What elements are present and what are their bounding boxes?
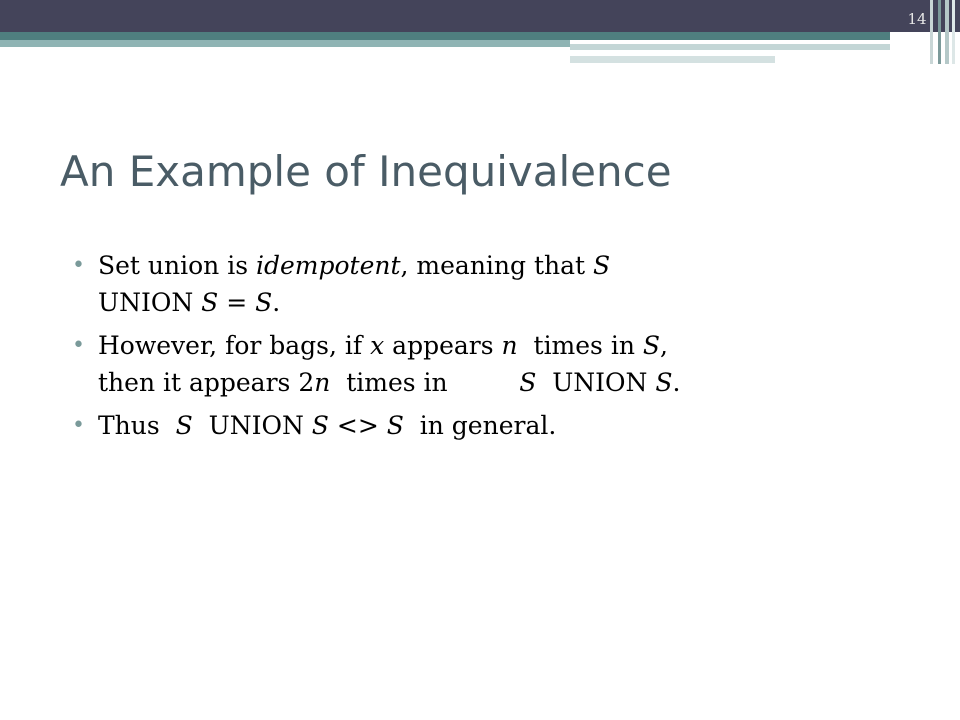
bullet-list: [72, 247, 892, 450]
bullet-dot-icon: •: [72, 333, 85, 358]
decor-band: [0, 32, 890, 40]
text-segment: S: [201, 288, 219, 317]
text-segment: ,: [660, 331, 668, 360]
decor-band: [0, 40, 570, 47]
text-segment: S: [642, 331, 661, 360]
bullet-item: [72, 327, 892, 401]
decor-line: [945, 0, 949, 64]
text-segment: .: [672, 368, 681, 397]
bullet-item: [72, 247, 892, 321]
bullet-dot-icon: •: [72, 253, 85, 278]
text-segment: S: [519, 368, 537, 397]
text-segment: times in: [517, 331, 643, 360]
bullet-line: [98, 327, 892, 364]
text-segment: Set union is: [98, 251, 256, 280]
header-bar: [0, 0, 960, 32]
text-segment: .: [272, 288, 281, 317]
text-segment: S: [593, 251, 611, 280]
text-segment: =: [218, 288, 256, 317]
bullet-line: [98, 407, 892, 444]
slide-title: An Example of Inequivalence: [60, 147, 672, 196]
text-segment: <>: [328, 411, 387, 440]
text-segment: appears: [384, 331, 502, 360]
text-segment: Thus: [98, 411, 176, 440]
slide-number: 14: [907, 10, 927, 28]
decor-line: [952, 0, 955, 64]
bullet-line: [98, 284, 892, 321]
decor-band: [570, 44, 890, 50]
text-segment: S: [175, 411, 193, 440]
text-segment: in general.: [403, 411, 557, 440]
decor-band: [570, 56, 775, 63]
text-segment: times in: [330, 368, 520, 397]
text-segment: idempotent: [255, 251, 401, 280]
text-segment: then it appears 2: [98, 368, 315, 397]
text-segment: S: [386, 411, 404, 440]
text-segment: UNION: [192, 411, 312, 440]
decor-line: [938, 0, 941, 64]
text-segment: x: [370, 331, 385, 360]
text-segment: S: [655, 368, 673, 397]
bullet-dot-icon: •: [72, 413, 85, 438]
bullet-line: [98, 247, 892, 284]
text-segment: , meaning that: [400, 251, 594, 280]
text-segment: However, for bags, if: [98, 331, 371, 360]
text-segment: UNION: [536, 368, 656, 397]
text-segment: n: [501, 331, 518, 360]
bullet-item: [72, 407, 892, 444]
text-segment: S: [311, 411, 329, 440]
text-segment: S: [255, 288, 273, 317]
bullet-line: [98, 364, 892, 401]
text-segment: UNION: [98, 288, 202, 317]
text-segment: n: [314, 368, 331, 397]
